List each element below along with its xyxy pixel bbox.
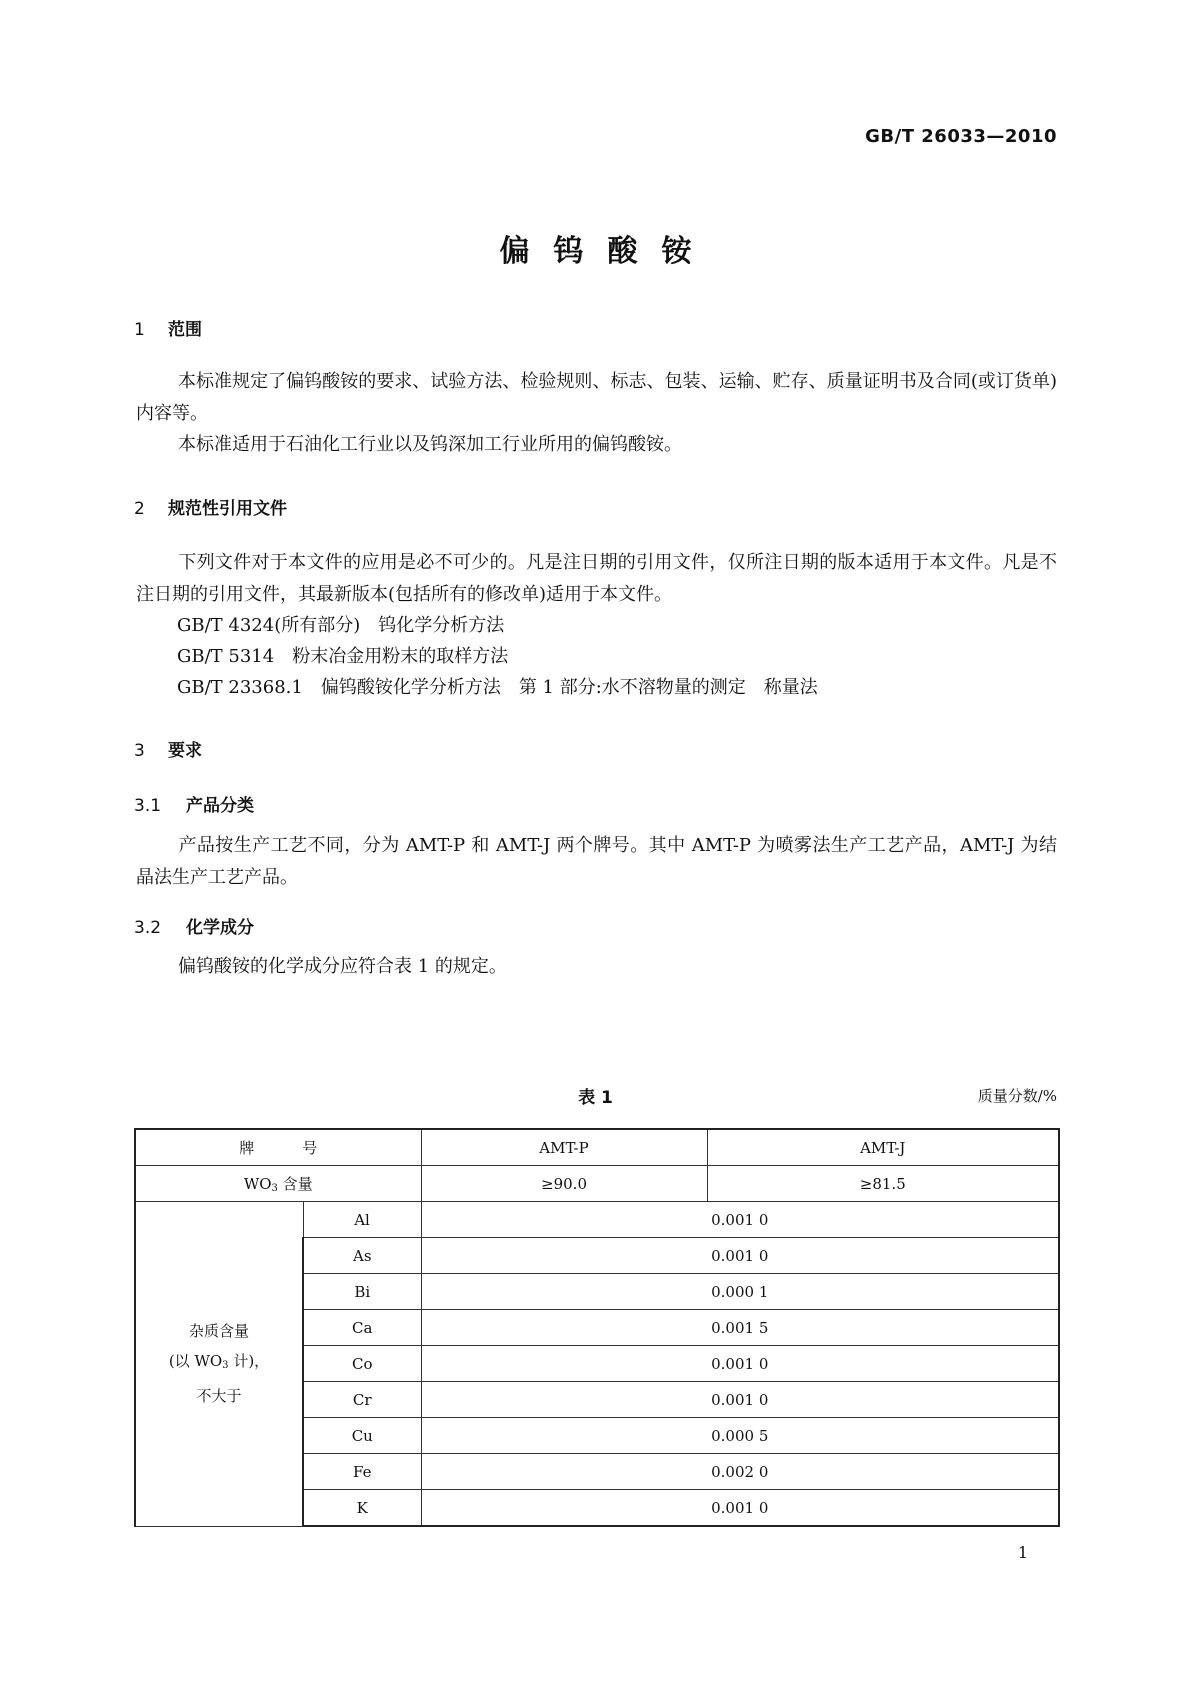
normative-paragraph <box>136 547 1057 611</box>
section-number: 2 <box>134 499 145 519</box>
composition-paragraph <box>136 951 1057 983</box>
brand-cell: AMT-J <box>707 1129 1059 1166</box>
table-caption: 表 1 <box>578 1088 613 1108</box>
scope-text-2: 本标准适用于石油化工行业以及钨深加工行业所用的偏钨酸铵。 <box>178 434 682 455</box>
element-cell: Cu <box>303 1418 421 1454</box>
section-2-heading <box>134 494 287 519</box>
limit-cell: 0.000 5 <box>421 1418 1059 1454</box>
document-title: 偏钨酸铵 <box>499 234 716 269</box>
brand-header-cell: 牌号 <box>135 1129 421 1166</box>
section-title: 产品分类 <box>186 796 254 816</box>
element-cell: Al <box>303 1202 421 1238</box>
section-3-heading <box>134 736 202 761</box>
standard-number: GB/T 26033—2010 <box>865 126 1057 147</box>
classification-paragraph <box>136 830 1057 894</box>
element-cell: As <box>303 1238 421 1274</box>
limit-cell: 0.001 0 <box>421 1346 1059 1382</box>
wo3-value-cell: ≥81.5 <box>707 1166 1059 1202</box>
section-number: 3 <box>134 741 145 761</box>
section-3-2-heading <box>134 913 254 938</box>
limit-cell: 0.001 5 <box>421 1310 1059 1346</box>
element-cell: Fe <box>303 1454 421 1490</box>
scope-paragraph-2 <box>136 429 1057 461</box>
wo3-value-cell: ≥90.0 <box>421 1166 707 1202</box>
normative-text: 下列文件对于本文件的应用是必不可少的。凡是注日期的引用文件，仅所注日期的版本适用于本文件。凡是不注日期的引用文件，其最新版本(包括所有的修改单)适用于本文件。 <box>136 552 1057 605</box>
section-number: 3.1 <box>134 796 162 816</box>
classification-text: 产品按生产工艺不同，分为 AMT-P 和 AMT-J 两个牌号。其中 AMT-P 为喷雾法生产工艺产品，AMT-J 为结晶法生产工艺产品。 <box>136 835 1057 888</box>
element-cell: K <box>303 1490 421 1527</box>
section-title: 要求 <box>168 741 202 761</box>
element-cell: Co <box>303 1346 421 1382</box>
section-title: 规范性引用文件 <box>168 499 287 519</box>
section-number: 3.2 <box>134 918 162 938</box>
reference-item: GB/T 5314 粉末冶金用粉末的取样方法 <box>177 646 509 667</box>
section-title: 范围 <box>168 320 202 340</box>
element-cell: Cr <box>303 1382 421 1418</box>
limit-cell: 0.000 1 <box>421 1274 1059 1310</box>
wo3-label-cell: $WO_3$ 含量 <box>135 1166 421 1202</box>
section-3-1-heading <box>134 791 254 816</box>
composition-table <box>134 1128 1060 1527</box>
table-header-row <box>135 1129 1059 1166</box>
brand-cell: AMT-P <box>421 1129 707 1166</box>
element-cell: Ca <box>303 1310 421 1346</box>
scope-paragraph-1 <box>136 366 1057 430</box>
section-1-heading <box>134 315 202 340</box>
scope-text-1: 本标准规定了偏钨酸铵的要求、试验方法、检验规则、标志、包装、运输、贮存、质量证明书及合同(或订货单)内容等。 <box>136 371 1057 424</box>
limit-cell: 0.001 0 <box>421 1490 1059 1527</box>
limit-cell: 0.001 0 <box>421 1382 1059 1418</box>
section-number: 1 <box>134 320 145 340</box>
table-row <box>135 1166 1059 1202</box>
section-title: 化学成分 <box>186 918 254 938</box>
reference-item: GB/T 4324(所有部分) 钨化学分析方法 <box>177 615 505 636</box>
table-row <box>135 1202 1059 1238</box>
table-unit: 质量分数/% <box>977 1087 1057 1105</box>
limit-cell: 0.001 0 <box>421 1202 1059 1238</box>
composition-text: 偏钨酸铵的化学成分应符合表 1 的规定。 <box>178 956 507 977</box>
limit-cell: 0.002 0 <box>421 1454 1059 1490</box>
element-cell: Bi <box>303 1274 421 1310</box>
impurity-label-cell: 杂质含量 (以 $WO_3$ 计)， 不大于 <box>135 1202 303 1527</box>
reference-item: GB/T 23368.1 偏钨酸铵化学分析方法 第 1 部分:水不溶物量的测定 称量法 <box>177 677 818 698</box>
limit-cell: 0.001 0 <box>421 1238 1059 1274</box>
page-number: 1 <box>1017 1543 1028 1562</box>
